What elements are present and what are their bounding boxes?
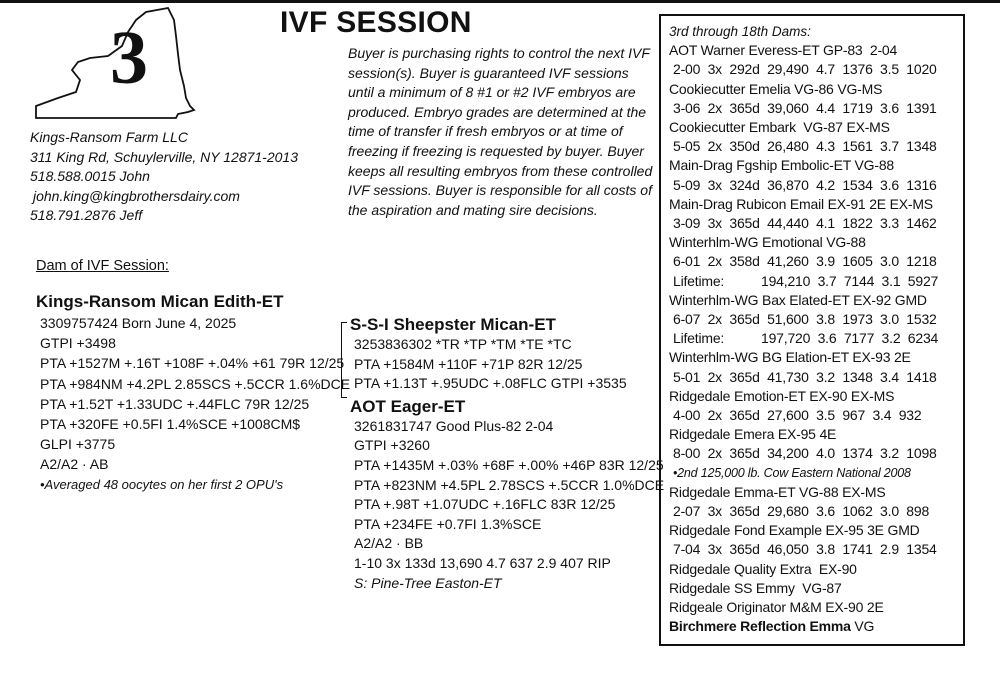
granddam-line: 1-10 3x 133d 13,690 4.7 637 2.9 407 RIP bbox=[354, 554, 611, 571]
pedigree-bracket bbox=[341, 322, 347, 398]
lot-number: 3 bbox=[110, 16, 148, 100]
dam-note: •Averaged 48 oocytes on her first 2 OPU's bbox=[40, 476, 284, 492]
page-title: IVF SESSION bbox=[280, 6, 472, 39]
pedigree-cow-name: Ridgedale Fond Example EX-95 3E GMD bbox=[669, 522, 920, 539]
pedigree-cow-name: Winterhlm-WG Bax Elated-ET EX-92 GMD bbox=[669, 291, 927, 308]
terms-line: freezing if freezing is requested by buyer. Buyer bbox=[348, 142, 644, 159]
granddam-line: PTA +.98T +1.07UDC +.16FLC 83R 12/25 bbox=[354, 496, 616, 513]
pedigree-cow-name: Cookiecutter Emelia VG-86 VG-MS bbox=[669, 80, 883, 97]
consignor-email: john.king@kingbrothersdairy.com bbox=[33, 187, 240, 204]
pedigree-note: •2nd 125,000 lb. Cow Eastern National 2008 bbox=[673, 465, 911, 480]
dam-pedigree-box bbox=[659, 14, 965, 646]
sire-line: PTA +1.13T +.95UDC +.08FLC GTPI +3535 bbox=[354, 375, 627, 392]
pedigree-last-row bbox=[669, 617, 963, 636]
pedigree-cow-name: Ridgedale Emera EX-95 4E bbox=[669, 426, 837, 443]
pedigree-cow-name: Winterhlm-WG BG Elation-ET EX-93 2E bbox=[669, 349, 911, 366]
pedigree-record: 3-09 3x 365d 44,440 4.1 1822 3.3 1462 bbox=[673, 215, 937, 232]
pedigree-record: 3-06 2x 365d 39,060 4.4 1719 3.6 1391 bbox=[673, 99, 937, 116]
dam-line: 3309757424 Born June 4, 2025 bbox=[40, 315, 237, 331]
granddam-line: PTA +823NM +4.5PL 2.78SCS +.5CCR 1.0%DCE bbox=[354, 476, 665, 493]
granddam-line: A2/A2 · BB bbox=[354, 535, 424, 552]
granddam-name: AOT Eager-ET bbox=[350, 396, 466, 416]
granddam-line: 3261831747 Good Plus-82 2-04 bbox=[354, 417, 554, 434]
pedigree-cow-name: Winterhlm-WG Emotional VG-88 bbox=[669, 234, 866, 251]
pedigree-record: 5-01 2x 365d 41,730 3.2 1348 3.4 1418 bbox=[673, 368, 937, 385]
pedigree-record: 7-04 3x 365d 46,050 3.8 1741 2.9 1354 bbox=[673, 541, 937, 558]
pedigree-record: 4-00 2x 365d 27,600 3.5 967 3.4 932 bbox=[673, 407, 922, 424]
terms-line: Buyer is purchasing rights to control the next IVF bbox=[348, 45, 650, 61]
pedigree-cow-name: Ridgedale Emotion-ET EX-90 EX-MS bbox=[669, 387, 895, 404]
consignor-phone-john: 518.588.0015 John bbox=[30, 168, 150, 184]
consignor-contact bbox=[30, 128, 298, 226]
sire-line: 3253836302 *TR *TP *TM *TE *TC bbox=[354, 336, 572, 352]
terms-line: IVF sessions. Buyer is responsible for all costs of bbox=[348, 182, 652, 199]
consignor-name: Kings-Ransom Farm LLC bbox=[30, 129, 188, 145]
pedigree-record: Lifetime: 194,210 3.7 7144 3.1 5927 bbox=[673, 272, 939, 289]
sire-block bbox=[350, 314, 664, 593]
pedigree-record: 6-01 2x 358d 41,260 3.9 1605 3.0 1218 bbox=[673, 253, 937, 270]
terms-line: produced. Embryo grades are determined at the bbox=[348, 103, 647, 120]
pedigree-cow-name: Main-Drag Fgship Embolic-ET VG-88 bbox=[669, 157, 894, 174]
terms-line: session(s). Buyer is guaranteed IVF sessions bbox=[348, 64, 629, 81]
pedigree-record: 2-00 3x 292d 29,490 4.7 1376 3.5 1020 bbox=[673, 61, 937, 78]
pedigree-heading: 3rd through 18th Dams: bbox=[669, 24, 811, 39]
terms-line: keeps all resulting embryos from these controlled bbox=[348, 162, 653, 179]
pedigree-cow-name: AOT Warner Everess-ET GP-83 2-04 bbox=[669, 42, 898, 59]
dam-name: Kings-Ransom Mican Edith-ET bbox=[36, 292, 284, 311]
pedigree-cow-name: Cookiecutter Embark VG-87 EX-MS bbox=[669, 119, 890, 136]
granddam-sire-note: S: Pine-Tree Easton-ET bbox=[354, 574, 502, 591]
sire-name: S-S-I Sheepster Mican-ET bbox=[350, 315, 556, 334]
terms-line: until a minimum of 8 #1 or #2 IVF embryos are bbox=[348, 84, 636, 101]
pedigree-cow-name: Ridgeale Originator M&M EX-90 2E bbox=[669, 599, 884, 616]
dam-line: PTA +984NM +4.2PL 2.85SCS +.5CCR 1.6%DCE bbox=[40, 375, 351, 392]
pedigree-last-class: VG bbox=[850, 618, 875, 635]
dam-heading: Dam of IVF Session: bbox=[36, 258, 169, 274]
dam-line: PTA +1527M +.16T +108F +.04% +61 79R 12/25 bbox=[40, 355, 345, 372]
dam-line: GTPI +3498 bbox=[40, 335, 116, 352]
pedigree-cow-name: Ridgedale SS Emmy VG-87 bbox=[669, 579, 842, 596]
pedigree-cow-name: Main-Drag Rubicon Email EX-91 2E EX-MS bbox=[669, 195, 933, 212]
dam-block bbox=[36, 291, 350, 495]
dam-line: PTA +320FE +0.5FI 1.4%SCE +1008CM$ bbox=[40, 416, 301, 433]
pedigree-rows bbox=[669, 41, 963, 617]
pedigree-cow-name: Ridgedale Emma-ET VG-88 EX-MS bbox=[669, 483, 886, 500]
pedigree-last-name: Birchmere Reflection Emma bbox=[669, 618, 851, 635]
sire-line: PTA +1584M +110F +71P 82R 12/25 bbox=[354, 355, 583, 372]
granddam-line: PTA +1435M +.03% +68F +.00% +46P 83R 12/25 bbox=[354, 456, 664, 473]
terms-line: time of transfer if fresh embryos or at time of bbox=[348, 123, 623, 140]
pedigree-record: 5-05 2x 350d 26,480 4.3 1561 3.7 1348 bbox=[673, 138, 937, 155]
granddam-line: GTPI +3260 bbox=[354, 437, 430, 454]
pedigree-record: Lifetime: 197,720 3.6 7177 3.2 6234 bbox=[673, 330, 939, 347]
pedigree-record: 8-00 2x 365d 34,200 4.0 1374 3.2 1098 bbox=[673, 445, 937, 462]
pedigree-record: 6-07 2x 365d 51,600 3.8 1973 3.0 1532 bbox=[673, 311, 937, 328]
sale-terms bbox=[348, 44, 653, 220]
dam-line: PTA +1.52T +1.33UDC +.44FLC 79R 12/25 bbox=[40, 395, 310, 412]
terms-line: the aspiration and mating sire decisions. bbox=[348, 201, 598, 218]
granddam-line: PTA +234FE +0.7FI 1.3%SCE bbox=[354, 515, 542, 532]
pedigree-record: 5-09 3x 324d 36,870 4.2 1534 3.6 1316 bbox=[673, 176, 937, 193]
dam-line: A2/A2 · AB bbox=[40, 456, 109, 473]
pedigree-record: 2-07 3x 365d 29,680 3.6 1062 3.0 898 bbox=[673, 503, 930, 520]
consignor-phone-jeff: 518.791.2876 Jeff bbox=[30, 207, 143, 223]
dam-line: GLPI +3775 bbox=[40, 436, 116, 453]
pedigree-cow-name: Ridgedale Quality Extra EX-90 bbox=[669, 560, 857, 577]
consignor-address: 311 King Rd, Schuylerville, NY 12871-2013 bbox=[30, 148, 298, 165]
top-rule bbox=[0, 0, 1000, 3]
